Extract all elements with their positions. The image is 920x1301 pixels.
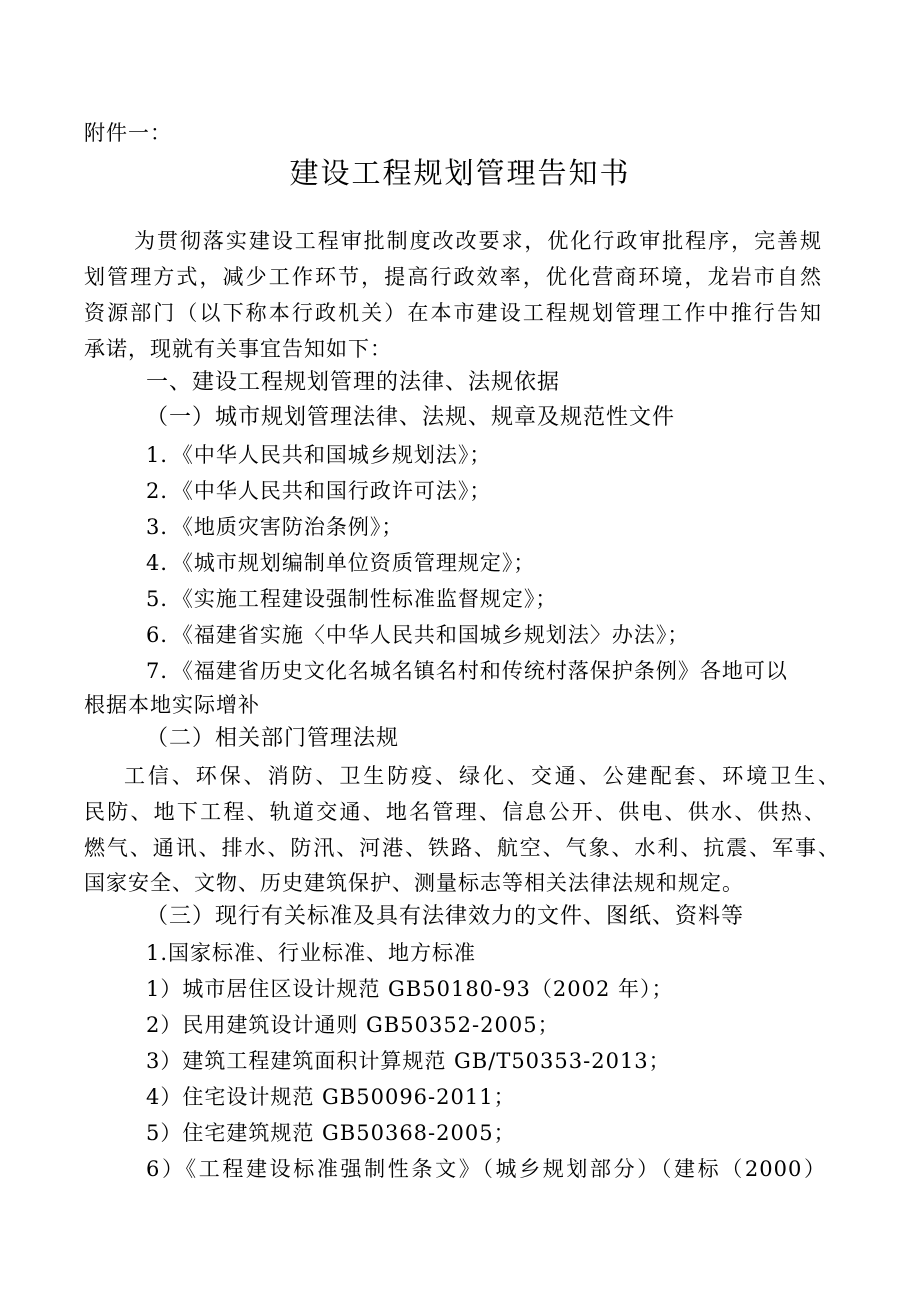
standard-item-1: 1）城市居住区设计规范 GB50180-93（2002 年）； [146, 977, 674, 1001]
intro-line-2: 划管理方式，减少工作环节，提高行政效率，优化营商环境，龙岩市自然 [84, 265, 822, 289]
law-item-6: 6．《福建省实施〈中华人民共和国城乡规划法〉办法》； [146, 623, 690, 647]
standard-item-4: 4）住宅设计规范 GB50096-2011； [146, 1085, 516, 1109]
dept-regs-line-4: 国家安全、文物、历史建筑保护、测量标志等相关法律法规和规定。 [84, 871, 744, 895]
law-item-7: 7．《福建省历史文化名城名镇名村和传统村落保护条例》各地可以 [146, 659, 788, 683]
dept-regs-line-1: 工信、环保、消防、卫生防疫、绿化、交通、公建配套、环境卫生、 [124, 764, 840, 788]
dept-regs-line-2: 民防、地下工程、轨道交通、地名管理、信息公开、供电、供水、供热、 [84, 800, 826, 824]
subsection-2-heading: （二）相关部门管理法规 [146, 726, 400, 751]
standards-group-heading: 1.国家标准、行业标准、地方标准 [146, 941, 477, 965]
law-item-4: 4．《城市规划编制单位资质管理规定》； [146, 551, 536, 575]
law-item-1: 1．《中华人民共和国城乡规划法》； [146, 443, 492, 467]
dept-regs-line-3: 燃气、通讯、排水、防汛、河港、铁路、航空、气象、水利、抗震、军事、 [84, 836, 840, 860]
law-item-2: 2．《中华人民共和国行政许可法》； [146, 479, 492, 503]
document-title: 建设工程规划管理告知书 [289, 156, 631, 190]
intro-line-4: 承诺，现就有关事宜告知如下： [84, 337, 392, 361]
standard-item-5: 5）住宅建筑规范 GB50368-2005； [146, 1121, 516, 1145]
standard-item-3: 3）建筑工程建筑面积计算规范 GB/T50353-2013； [146, 1049, 671, 1073]
attachment-label: 附件一： [84, 121, 172, 145]
law-item-7-continuation: 根据本地实际增补 [84, 693, 260, 717]
section-1-heading: 一、建设工程规划管理的法律、法规依据 [146, 370, 561, 395]
law-item-5: 5．《实施工程建设强制性标准监督规定》； [146, 587, 558, 611]
subsection-1-heading: （一）城市规划管理法律、法规、规章及规范性文件 [146, 405, 676, 430]
standard-item-6: 6）《工程建设标准强制性条文》（城乡规划部分）（建标（2000） [146, 1157, 826, 1181]
intro-line-3: 资源部门（以下称本行政机关）在本市建设工程规划管理工作中推行告知 [84, 301, 822, 325]
law-item-3: 3．《地质灾害防治条例》； [146, 515, 404, 539]
standard-item-2: 2）民用建筑设计通则 GB50352-2005； [146, 1013, 560, 1037]
intro-line-1: 为贯彻落实建设工程审批制度改改要求，优化行政审批程序，完善规 [134, 229, 822, 253]
subsection-3-heading: （三）现行有关标准及具有法律效力的文件、图纸、资料等 [146, 904, 745, 929]
